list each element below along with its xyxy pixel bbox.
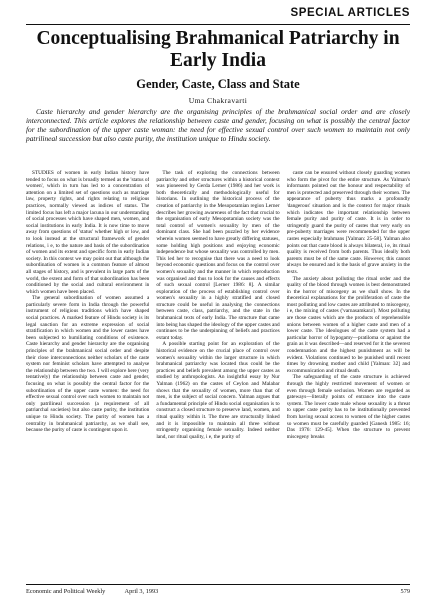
paragraph: The safeguarding of the caste structure is achieved through the highly restricted movement of women or even through female seclusion. Women are regarded as gateways—literally points of entrance into the caste system. The lower caste male whose sexuality is a threat to upper caste purity has to be institutionally prevented from having sexual access to women of the higher castes so women must be carefully guarded [Ganesh 1985: 16; Das 1976: 129-45]. When the structure to prevent miscegeny breaks [286,374,410,440]
footer-left [26,588,176,595]
article-title: Conceptualising Brahmanical Patriarchy in Early India [36,28,400,71]
section-header [26,6,410,25]
page-footer [26,584,410,595]
paragraph: STUDIES of women in early Indian history have tended to focus on what is broadly termed as the 'status of women', which in turn has led to a concentration of attention on a limited set of questions such as marriage law, property rights, and rights relating to religious practices, normally viewed as indices of status. The limited focus has left a major lacuna in our understanding of social processes which have shaped men, women, and social institutions in early India. It is now time to move away from questions of 'status' whether high or low, and to look instead at the structural framework of gender relations, i e, to the nature and basis of the subordination of women and its extent and specific form in early Indian society. In this context we may point out that although the subordination of women is a common feature of almost all stages of history, and is prevalent in large parts of the world, the extent and form of that subordination has been conditioned by the social and cultural environment in which women have been placed. [26,170,150,295]
body-columns [26,170,410,570]
article-subtitle: Gender, Caste, Class and State [136,77,300,91]
body-column-2 [156,170,279,570]
article-author: Uma Chakravarti [188,96,248,105]
article-abstract: Caste hierarchy and gender hierarchy are the organising principles of the brahmanical social order and are closely interconnected. This article explores the relationship between caste and gender, focusing on what is possibly the central factor for the subordination of the upper caste woman: the need for effective sexual control over such women to maintain not only patrilineal succession but also caste purity, the institution unique to Hindu society. [26,107,410,143]
journal-name: Economic and Political Weekly [26,588,106,595]
body-column-1 [26,170,149,570]
paragraph: caste can be ensured without closely guarding women who form the pivot for the entire structure. As Yalman's informants pointed out the honour and respectability of men is protected and preserved through their women. The appearance of puberty thus marks a profoundly 'dangerous' situation and is the context for major rituals which indicates the important relationship between female purity and purity of caste. It is in order to stringently guard the purity of castes that very early on pre-puberty marriages were recommended for the upper castes especially brahmans [Yalman: 25-58]. Yalman also points out that caste blood is always bilateral, i e, its ritual quality is received from both parents. Thus ideally both parents must be of the same caste. However, this cannot always be ensured and is the basis of grave anxiety in the texts. [286,170,410,275]
paragraph: The general subordination of women assumed a particularly severe form in India through the powerful instrument of religious traditions which have shaped social practices. A marked feature of Hindu society is its legal sanction for an extreme expression of social stratification in which women and the lower castes have been subjected to humiliating conditions of existence. Caste hierarchy and gender hierarchy are the organising principles of the brahmanical social order and despite their close interconnections neither scholars of the caste system nor feminist scholars have attempted to analyse the relationship between the two. I will explore here (very tentatively) the relationship between caste and gender, focusing on what is possibly the central factor for the subordination of the upper caste women: the need for effective sexual control over such women to maintain not only patrilineal succession (a requirement of all patriarchal societies) but also caste purity, the institution unique to Hindu society. The purity of women has a centrality in brahmanical patriarchy, as we shall see, because the purity of caste is contingent upon it. [26,295,150,434]
page-number: 579 [400,588,410,595]
paragraph: The anxiety about polluting the ritual order and the quality of the blood through women is best demonstrated in the horror of miscegeny as we shall show. In the theoretical explanations for the proliferation of caste the most polluting and low castes are attributed to miscegeny, i e, the mixing of castes ('varnasamkara'). Most polluting are those castes which are the products of reprehensible unions between women of a higher caste and men of a lower caste. The ideologues of the caste system had a particular horror of hypogamy—pratiloma or against the grain as it was described—and reserved for it the severest condemnation and the highest punishment as will be evident. Violations continued to be punished until recent times by drowning mother and child [Yalman: 32] and excommunication and ritual death. [286,275,410,374]
paragraph: The task of exploring the connections between patriarchy and other structures within a historical context was pioneered by Gerda Lerner (1986) and her work is both theoretically and methodologically useful for historians. In outlining the historical process of the creation of patriarchy in the Mesopotamian region Lerner describes her growing awareness of the fact that crucial to the organisation of early Mesopotamian society was the total control of women's sexuality by men of the dominant class. She had been puzzled by her evidence wherein women seemed to have greatly differing statuses, some holding high positions and enjoying economic independence but whose sexuality was controlled by men. This led her to recognise that there was a need to look beyond economic questions and focus on the control over women's sexuality and the manner in which reproduction was organised and thus to look for the causes and effects of such sexual control [Lerner 1986: 8]. A similar exploration of the process of establishing control over women's sexuality in a highly stratified and closed structure could be useful in analysing the connections between caste, class, patriarchy, and the state in the brahmanical texts of early India. The structure that came into being has shaped the ideology of the upper castes and continues to be the underpinning of beliefs and practices extant today. [156,170,280,341]
body-column-3 [287,170,410,570]
issue-date: April 3, 1993 [124,588,159,595]
section-label: SPECIAL ARTICLES [290,7,410,19]
paragraph: A possible starting point for an exploration of the historical evidence on the crucial place of control over women's sexuality within the larger structure in which brahmanical patriarchy was located thus could be the practices and beliefs prevalent among the upper castes as studied by anthropologists. An insightful essay by Nur Yalman (1962) on the castes of Ceylon and Malabar shows that the sexuality of women, more than that of men, is the subject of social concern. Yalman argues that a fundamental principle of Hindu social organisation is to construct a closed structure to preserve land, women, and ritual quality within it. The three are structurally linked and it is impossible to maintain all three without stringently organising female sexuality. Indeed neither land, nor ritual quality, i e, the purity of [156,341,280,440]
